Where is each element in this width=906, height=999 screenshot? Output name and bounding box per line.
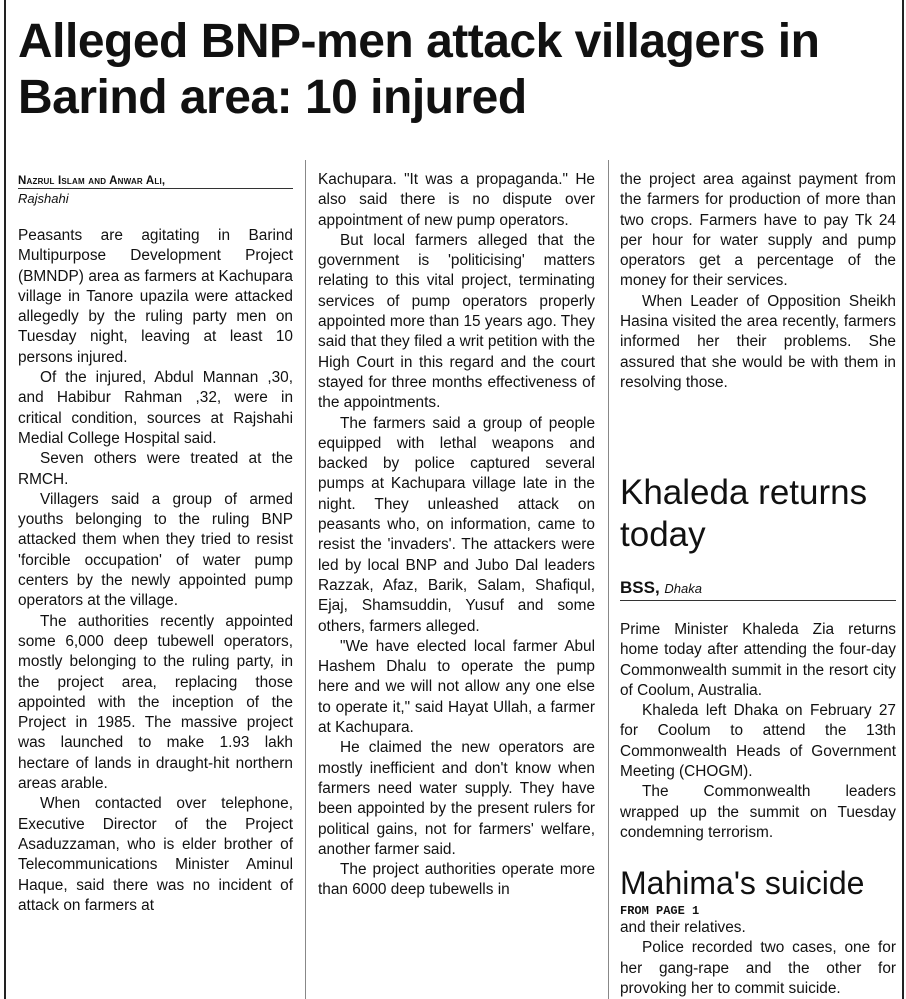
paragraph: Police recorded two cases, one for her gang-rape and the other for provoking her to commit suicide. xyxy=(620,939,896,997)
paragraph: The project authorities operate more than 6000 deep tubewells in xyxy=(318,861,595,899)
paragraph: Kachupara. "It was a propaganda." He also said there is no dispute over appointment of new pump operators. xyxy=(318,171,595,229)
mahima-headline: Mahima's suicide xyxy=(620,865,865,901)
byline xyxy=(18,175,293,189)
paragraph: The Commonwealth leaders wrapped up the summit on Tuesday condemning terrorism. xyxy=(620,783,896,841)
paragraph: the project area against payment from the farmers for production of more than two crops. Farmers have to pay Tk 24 per hour for water supply and pump operators get a percentage of the money for their services. xyxy=(620,171,896,290)
paragraph: The authorities recently appointed some 6,000 deep tubewell operators, mostly belonging to the ruling party, in the project area, replacing those appointed with the inception of the Project in 1985. The massive project was launched to make 1.93 lakh hectare of lands in draught-hit northern areas arable. xyxy=(18,612,293,793)
paragraph: Peasants are agitating in Barind Multipurpose Development Project (BMNDP) area as farmers at Kachupara village in Tanore upazila were attacked allegedly by the ruling party men on Tuesday night, leaving at least 10 persons injured. xyxy=(18,227,293,366)
paragraph: He claimed the new operators are mostly inefficient and don't know when farmers need water supply. They have been appointed by the present rulers for political gains, not for farmers' welfare, another farmer said. xyxy=(318,739,595,858)
main-story-column-2 xyxy=(318,170,595,901)
column-divider xyxy=(305,160,306,999)
byline-authors: Nazrul Islam and Anwar Ali, xyxy=(18,175,166,187)
paragraph: When contacted over telephone, Executive Director of the Project Asaduzzaman, who is elder brother of Telecommunications Minister Aminul Haque, said there was no incident of attack on farmers at xyxy=(18,795,293,914)
paragraph: and their relatives. xyxy=(620,919,746,936)
khaleda-headline: Khaleda returns today xyxy=(620,473,868,554)
main-story-column-1 xyxy=(18,226,293,916)
paragraph: Of the injured, Abdul Mannan ,30, and Habibur Rahman ,32, were in critical condition, sources at Rajshahi Medial College Hospital said. xyxy=(18,369,293,447)
khaleda-story-body xyxy=(620,620,896,843)
main-story-column-3 xyxy=(620,170,896,393)
continued-from-label: FROM PAGE 1 xyxy=(620,904,700,918)
page-left-rule xyxy=(4,0,6,999)
dateline: Rajshahi xyxy=(18,191,69,206)
column-divider xyxy=(608,160,609,999)
paragraph: Khaleda left Dhaka on February 27 for Coolum to attend the 13th Commonwealth Heads of Government Meeting (CHOGM). xyxy=(620,702,896,781)
paragraph: Prime Minister Khaleda Zia returns home today after attending the four-day Commonwealth summit in the resort city of Coolum, Australia. xyxy=(620,621,896,699)
paragraph: "We have elected local farmer Abul Hashem Dhalu to operate the pump here and we will not allow any one else to operate it," said Hayat Ullah, a farmer at Kachupara. xyxy=(318,637,595,737)
main-headline: Alleged BNP-men attack villagers in Barind area: 10 injured xyxy=(18,15,820,124)
page-right-rule xyxy=(902,0,904,999)
mahima-story-body xyxy=(620,918,896,999)
paragraph: The farmers said a group of people equipped with lethal weapons and backed by police captured several pumps at Kachupara village late in the night. They unleashed attack on peasants who, on information, came to resist the 'invaders'. The attackers were led by local BNP and Jubo Dal leaders Razzak, Afaz, Barik, Salam, Shafiqul, Ejaj, Shamsuddin, Yusuf and some others, farmers alleged. xyxy=(318,414,595,635)
khaleda-dateline: Dhaka xyxy=(664,581,702,596)
byline-rule xyxy=(620,600,896,601)
agency-name: BSS, xyxy=(620,578,660,597)
paragraph: Seven others were treated at the RMCH. xyxy=(18,450,293,488)
paragraph: Villagers said a group of armed youths belonging to the ruling BNP attacked them when they tried to resist 'forcible occupation' of water pump centers by the newly appointed pump operators at the village. xyxy=(18,490,293,610)
khaleda-byline xyxy=(620,578,896,598)
paragraph: When Leader of Opposition Sheikh Hasina visited the area recently, farmers informed her their problems. She assured that she would be with them in resolving those. xyxy=(620,292,896,391)
paragraph: But local farmers alleged that the government is 'politicising' matters relating to this vital project, terminating services of pump operators properly appointed more than 15 years ago. They said that they filed a writ petition with the High Court in this regard and the court stayed for three months effectiveness of the appointments. xyxy=(318,231,595,412)
